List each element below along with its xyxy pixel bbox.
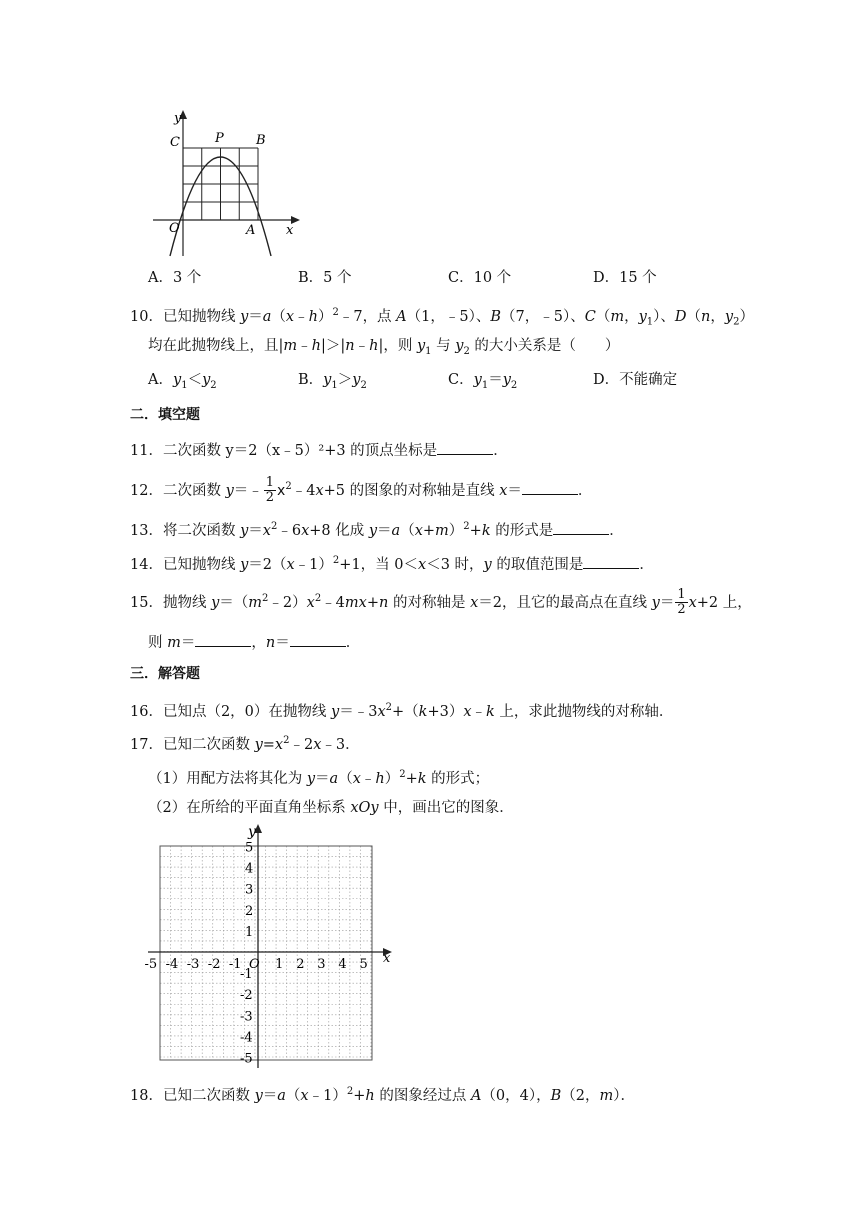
question-11: 11．二次函数 y＝2（x﹣5）²+3 的顶点坐标是 ．: [130, 440, 508, 461]
x-tick-label: 1: [275, 957, 284, 972]
q9-option-b: B．5 个: [298, 270, 352, 286]
question-15-line2: 则 m＝ ，n＝ ．: [148, 632, 360, 653]
x-tick-label: -4: [165, 957, 179, 972]
y-tick-label: -2: [240, 988, 253, 1004]
question-17-part1: （1）用配方法将其化为 y＝a（x﹣h）$^2$+k 的形式；: [148, 769, 490, 787]
graph-label-y: y: [174, 111, 182, 126]
question-15: 15．抛物线 $y=(m^2﹣2)x^2﹣4mx+n$ 的对称轴是 x＝2，且它的最高点在直线 y＝ $\frac{1}{2}$ x+2 上，: [130, 587, 752, 618]
q9-option-d: D．15 个: [593, 270, 657, 286]
question-18: 18．已知二次函数 y＝a（x﹣1）$^2$+h 的图象经过点 A（0，4），B（2，m）．: [130, 1086, 636, 1104]
question-10: 10．已知抛物线 y＝a（x﹣h）$^2$﹣7，点 A（1，﹣5）、B（7，﹣5）、C（m，$y_1$）、D（n，$y_2$）: [130, 307, 754, 328]
x-axis-label: x: [383, 951, 391, 966]
y-tick-label: -5: [240, 1051, 253, 1067]
x-tick-label: 2: [296, 957, 305, 972]
x-tick-label: 4: [338, 957, 347, 972]
x-tick-label: 3: [317, 957, 326, 972]
question-10-line2: 均在此抛物线上，且|m﹣h|＞|n﹣h|，则 $y_1$ 与 $y_2$ 的大小关系是（ ）: [148, 338, 620, 357]
q10-option-d: D．不能确定: [593, 372, 678, 388]
y-tick-label: -1: [240, 967, 253, 983]
x-tick-label: -3: [186, 957, 200, 972]
q9-option-c: C．10 个: [448, 270, 512, 286]
origin-label: O: [249, 957, 260, 972]
y-tick-label: 2: [245, 903, 254, 919]
x-tick-label: -1: [228, 957, 242, 972]
question-12: 12．二次函数 y＝﹣ $\frac{1}{2}$ $x^2﹣4x+5$ 的图象的对称轴是直线 x＝ ．: [130, 475, 593, 506]
x-tick-label: -5: [144, 957, 158, 972]
graph-label-c: C: [170, 135, 180, 150]
q10-option-b: B．$y_1>y_2$: [298, 372, 367, 391]
x-tick-label: 5: [359, 957, 368, 972]
question-17-part2: （2）在所给的平面直角坐标系 xOy 中，画出它的图象．: [148, 800, 514, 816]
graph-label-a: A: [246, 223, 256, 238]
q10-option-a: A．$y_1<y_2$: [148, 372, 217, 391]
question-14: 14．已知抛物线 y＝2（x﹣1）$^2$+1，当 0＜x＜3 时，y 的取值范围是 ．: [130, 555, 654, 573]
graph-label-x: x: [286, 223, 294, 238]
y-tick-label: -3: [240, 1009, 253, 1025]
question-16: 16．已知点（2，0）在抛物线 $y=﹣3x^2+(k+3)x﹣k$ 上，求此抛物线的对称轴．: [130, 702, 674, 720]
graph-label-p: P: [215, 131, 224, 146]
q9-option-a: A．3 个: [148, 270, 202, 286]
section-3-heading: 三．解答题: [130, 666, 200, 682]
y-tick-label: -4: [240, 1030, 253, 1046]
y-axis-label: y: [248, 824, 256, 840]
q17-coordinate-grid: [140, 822, 400, 1070]
y-tick-label: 3: [245, 882, 254, 898]
y-tick-label: 1: [245, 924, 254, 940]
question-17: 17．已知二次函数 $y=x^2﹣2x﹣3$．: [130, 735, 360, 753]
y-tick-label: 5: [245, 840, 254, 856]
section-2-heading: 二．填空题: [130, 407, 200, 423]
q9-parabola-graph: [148, 108, 308, 263]
x-tick-label: -2: [207, 957, 221, 972]
y-tick-label: 4: [245, 861, 254, 877]
q10-option-c: C．$y_1=y_2$: [448, 372, 518, 391]
question-13: 13．将二次函数 $y=x^2﹣6x+8$ 化成 $y=a(x+m)^2+k$ 的形式是 ．: [130, 521, 624, 539]
graph-label-b: B: [256, 133, 266, 148]
graph-label-o: O: [169, 221, 180, 236]
